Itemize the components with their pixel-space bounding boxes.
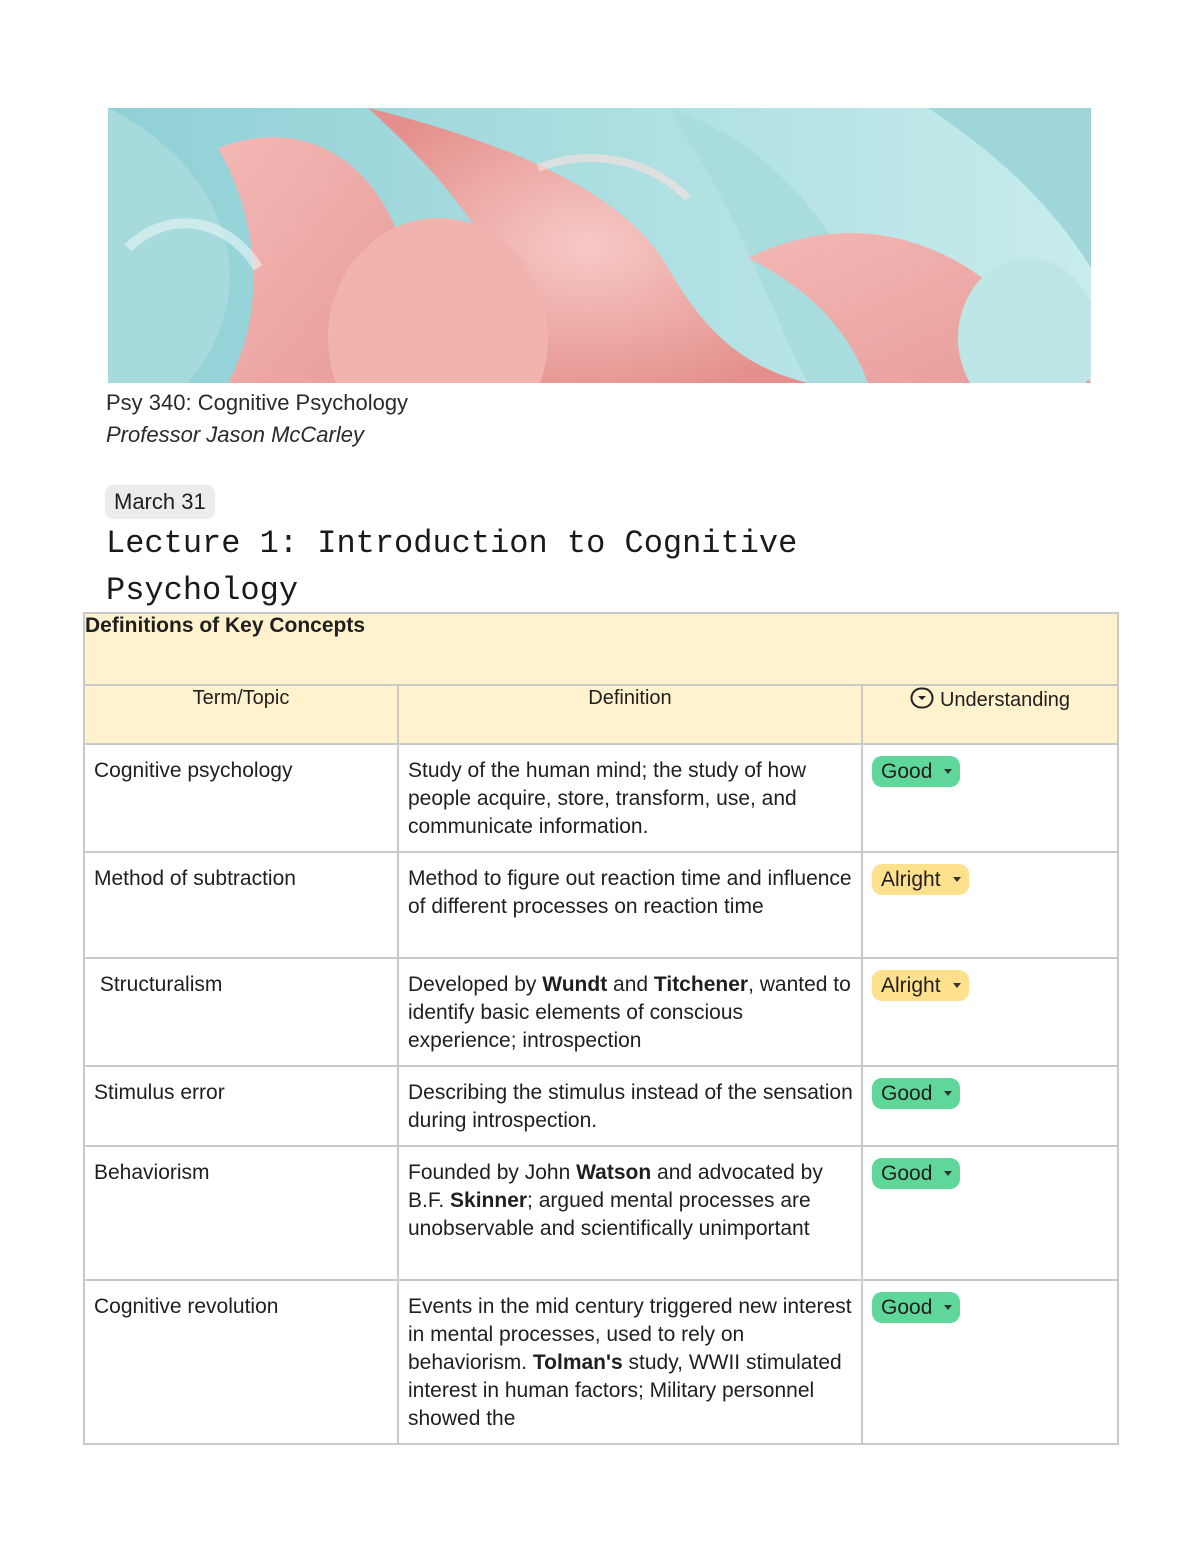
caret-down-icon bbox=[944, 1305, 952, 1310]
table-section-title-text: Definitions of Key Concepts bbox=[85, 614, 366, 637]
table-row bbox=[84, 744, 1118, 852]
status-label: Good bbox=[881, 1295, 933, 1319]
caret-down-icon bbox=[953, 877, 961, 882]
understanding-cell bbox=[862, 744, 1118, 852]
definition-cell bbox=[398, 1066, 862, 1146]
status-label: Good bbox=[881, 1081, 933, 1105]
understanding-status-dropdown[interactable] bbox=[872, 756, 960, 787]
table-row bbox=[84, 958, 1118, 1066]
term-text: Behaviorism bbox=[94, 1161, 210, 1184]
understanding-cell bbox=[862, 852, 1118, 958]
term-text: Structuralism bbox=[94, 973, 223, 996]
definition-text: Describing the stimulus instead of the sensation during introspection. bbox=[408, 1081, 853, 1132]
column-header-understanding-label: Understanding bbox=[939, 689, 1071, 711]
bold-name: Watson bbox=[576, 1161, 652, 1184]
definition-text: Founded by John Watson and advocated by B.F. Skinner; argued mental processes are unobservable and scientifically unimportant bbox=[408, 1161, 823, 1240]
term-cell bbox=[84, 852, 398, 958]
definition-cell bbox=[398, 852, 862, 958]
definition-text: Method to figure out reaction time and influence of different processes on reaction time bbox=[408, 867, 852, 918]
course-name: Psy 340: Cognitive Psychology bbox=[106, 390, 409, 415]
term-text: Cognitive psychology bbox=[94, 759, 293, 782]
table-section-title bbox=[84, 613, 1118, 685]
term-text: Method of subtraction bbox=[94, 867, 296, 890]
caret-down-icon bbox=[953, 983, 961, 988]
date-chip[interactable]: March 31 bbox=[105, 485, 215, 519]
definition-cell bbox=[398, 1280, 862, 1444]
column-header-definition: Definition bbox=[398, 685, 862, 744]
understanding-cell bbox=[862, 1066, 1118, 1146]
table-row bbox=[84, 1146, 1118, 1280]
dropdown-circle-icon bbox=[910, 687, 934, 715]
understanding-status-dropdown[interactable] bbox=[872, 1292, 960, 1323]
understanding-cell bbox=[862, 1280, 1118, 1444]
professor-name: Professor Jason McCarley bbox=[106, 422, 364, 447]
understanding-status-dropdown[interactable] bbox=[872, 970, 969, 1001]
term-cell bbox=[84, 958, 398, 1066]
bold-name: Tolman's bbox=[532, 1351, 623, 1374]
header-banner-image bbox=[108, 108, 1091, 383]
term-cell bbox=[84, 744, 398, 852]
understanding-cell bbox=[862, 1146, 1118, 1280]
bold-name: Skinner bbox=[450, 1189, 528, 1212]
definition-cell bbox=[398, 958, 862, 1066]
definition-text: Developed by Wundt and Titchener, wanted to identify basic elements of conscious experience; introspection bbox=[408, 973, 851, 1052]
caret-down-icon bbox=[944, 769, 952, 774]
table-row bbox=[84, 1280, 1118, 1444]
lecture-title: Lecture 1: Introduction to Cognitive Psychology bbox=[106, 525, 798, 609]
bold-name: Titchener bbox=[653, 973, 749, 996]
understanding-status-dropdown[interactable] bbox=[872, 864, 969, 895]
term-cell bbox=[84, 1066, 398, 1146]
status-label: Good bbox=[881, 759, 933, 783]
column-header-understanding bbox=[862, 685, 1118, 744]
bold-name: Wundt bbox=[542, 973, 608, 996]
status-label: Alright bbox=[881, 973, 941, 997]
caret-down-icon bbox=[944, 1091, 952, 1096]
column-header-term: Term/Topic bbox=[84, 685, 398, 744]
definition-cell bbox=[398, 744, 862, 852]
status-label: Alright bbox=[881, 867, 941, 891]
term-text: Stimulus error bbox=[94, 1081, 225, 1104]
status-label: Good bbox=[881, 1161, 933, 1185]
term-cell bbox=[84, 1280, 398, 1444]
definition-text: Study of the human mind; the study of how people acquire, store, transform, use, and communicate information. bbox=[408, 759, 807, 838]
definition-text: Events in the mid century triggered new interest in mental processes, used to rely on behaviorism. Tolman's study, WWII stimulated interest in human factors; Military personnel showed the bbox=[408, 1295, 852, 1430]
understanding-cell bbox=[862, 958, 1118, 1066]
term-text: Cognitive revolution bbox=[94, 1295, 279, 1318]
caret-down-icon bbox=[944, 1171, 952, 1176]
table-row bbox=[84, 1066, 1118, 1146]
key-concepts-table bbox=[83, 612, 1119, 1445]
understanding-status-dropdown[interactable] bbox=[872, 1078, 960, 1109]
term-cell bbox=[84, 1146, 398, 1280]
understanding-status-dropdown[interactable] bbox=[872, 1158, 960, 1189]
definition-cell bbox=[398, 1146, 862, 1280]
table-row bbox=[84, 852, 1118, 958]
